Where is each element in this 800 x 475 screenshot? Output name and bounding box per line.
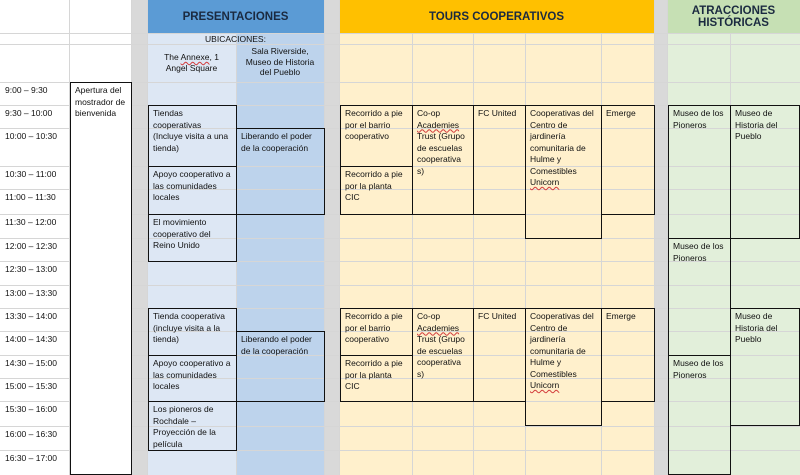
time-slot: 16:30 – 17:00 — [5, 453, 57, 463]
header-tours: TOURS COOPERATIVOS — [339, 0, 654, 33]
event-apoyo-cooperativo[interactable]: Apoyo cooperativo a las comunidades locales — [148, 166, 237, 215]
event-recorrido-barrio-2[interactable]: Recorrido a pie por el barrio cooperativo — [340, 308, 413, 356]
time-slot: 14:00 – 14:30 — [5, 334, 57, 344]
presentaciones-bg-right — [236, 33, 324, 475]
tours-bg — [339, 33, 654, 475]
event-coop-academies[interactable]: Co-op Academies Trust (Grupo de escuelas cooperativa s) — [412, 105, 474, 215]
time-slot: 9:30 – 10:00 — [5, 108, 53, 118]
time-slot: 15:30 – 16:00 — [5, 404, 57, 414]
event-museo-historia-2[interactable]: Museo de Historia del Pueblo — [730, 308, 800, 426]
event-hulme-huerto-2[interactable]: Cooperativas del Centro de jardinería comunitaria de Hulme y Comestibles Unicorn — [525, 308, 602, 426]
event-liberando-poder-2[interactable]: Liberando el poder de la cooperación — [236, 331, 325, 402]
time-slot: 11:00 – 11:30 — [5, 192, 56, 202]
time-slot: 13:00 – 13:30 — [5, 288, 57, 298]
header-presentaciones: PRESENTACIONES — [147, 0, 324, 33]
time-slot: 16:00 – 16:30 — [5, 429, 57, 439]
time-slot: 13:30 – 14:00 — [5, 311, 57, 321]
location-riverside: Sala Riverside, Museo de Historia del Pueblo — [245, 46, 315, 77]
event-museo-historia[interactable]: Museo de Historia del Pueblo — [730, 105, 800, 239]
time-slot: 9:00 – 9:30 — [5, 85, 48, 95]
time-slot: 10:00 – 10:30 — [5, 131, 57, 141]
event-movimiento-cooperativo[interactable]: El movimiento cooperativo del Reino Unido — [148, 214, 237, 262]
event-pioneros-rochdale[interactable]: Los pioneros de Rochdale – Proyección de la película — [148, 401, 237, 451]
event-museo-pioneros-2[interactable]: Museo de los Pioneros — [668, 238, 731, 356]
event-museo-pioneros[interactable]: Museo de los Pioneros — [668, 105, 731, 239]
event-recorrido-planta[interactable]: Recorrido a pie por la planta CIC — [340, 166, 413, 215]
event-fc-united[interactable]: FC United — [473, 105, 526, 215]
event-tiendas-cooperativas[interactable]: Tiendas cooperativas (Incluye visita a una tienda) — [148, 105, 237, 167]
event-apoyo-cooperativo-2[interactable]: Apoyo cooperativo a las comunidades locales — [148, 355, 237, 402]
event-fc-united-2[interactable]: FC United — [473, 308, 526, 402]
event-museo-pioneros-3[interactable]: Museo de los Pioneros — [668, 355, 731, 475]
time-slot: 12:30 – 13:00 — [5, 264, 57, 274]
time-slot: 11:30 – 12:00 — [5, 217, 57, 227]
event-apertura[interactable]: Apertura del mostrador de bienvenida — [70, 82, 132, 475]
time-slot: 14:30 – 15:00 — [5, 358, 57, 368]
ubicaciones-label: UBICACIONES: — [205, 34, 266, 44]
time-slot: 15:00 – 15:30 — [5, 381, 57, 391]
time-slot: 10:30 – 11:00 — [5, 169, 57, 179]
event-recorrido-barrio[interactable]: Recorrido a pie por el barrio cooperativo — [340, 105, 413, 167]
event-coop-academies-2[interactable]: Co-op Academies Trust (Grupo de escuelas cooperativa s) — [412, 308, 474, 402]
header-atracciones: ATRACCIONES HISTÓRICAS — [667, 0, 800, 33]
event-emerge[interactable]: Emerge — [601, 105, 655, 215]
event-recorrido-planta-2[interactable]: Recorrido a pie por la planta CIC — [340, 355, 413, 402]
location-annexe: The Annexe, 1 Angel Square — [164, 52, 219, 73]
event-tienda-cooperativa[interactable]: Tienda cooperativa (incluye visita a la tienda) — [148, 308, 237, 356]
event-hulme-huerto[interactable]: Cooperativas del Centro de jardinería comunitaria de Hulme y Comestibles Unicorn — [525, 105, 602, 239]
event-emerge-2[interactable]: Emerge — [601, 308, 655, 402]
time-slot: 12:00 – 12:30 — [5, 241, 57, 251]
event-liberando-poder[interactable]: Liberando el poder de la cooperación — [236, 128, 325, 215]
